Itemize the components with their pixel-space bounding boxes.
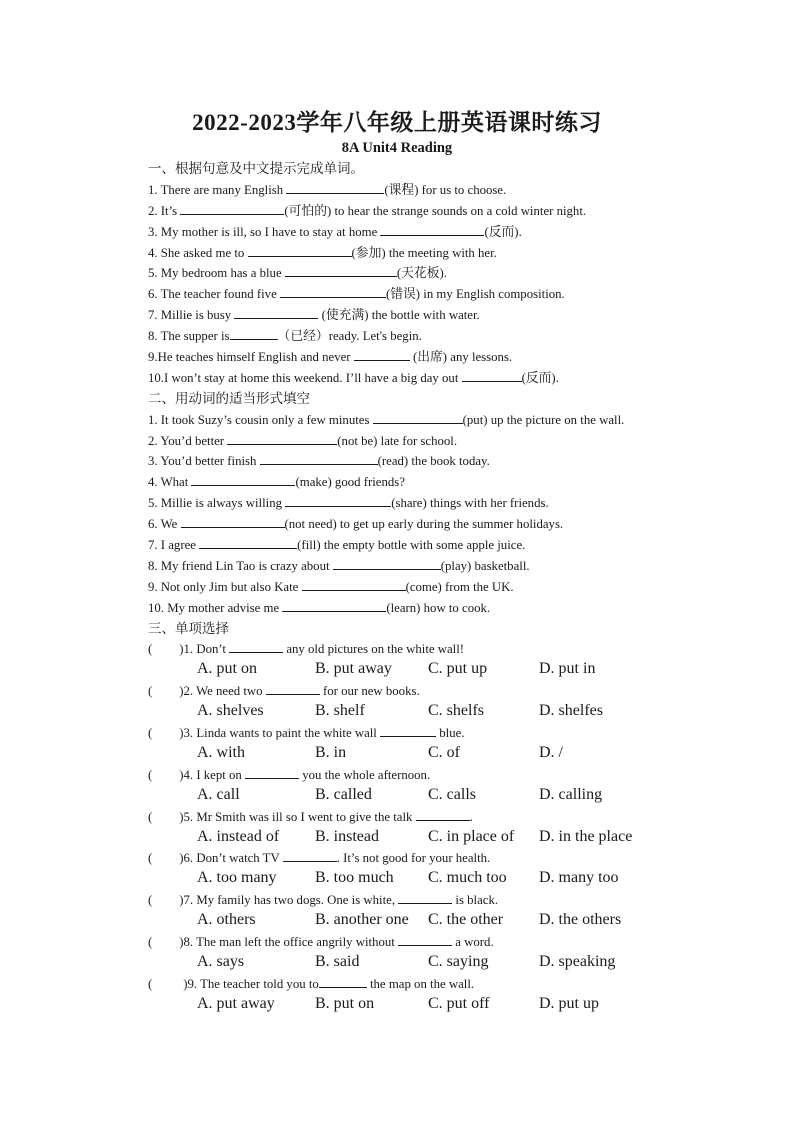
s1-item-hint: (课程) for us to choose. — [384, 182, 507, 197]
s2-item-text: 10. My mother advise me — [148, 600, 283, 615]
s3-question-tail: is black. — [452, 893, 499, 908]
answer-blank[interactable] — [333, 557, 441, 570]
option-b[interactable]: B. put away — [315, 660, 392, 678]
s3-question-tail: the map on the wall. — [366, 976, 475, 991]
option-b[interactable]: B. instead — [315, 827, 379, 845]
answer-blank[interactable] — [266, 682, 320, 695]
answer-blank[interactable] — [398, 891, 452, 904]
s3-question-tail: blue. — [436, 726, 465, 741]
s1-item-7 — [148, 305, 768, 326]
s1-item-text: 6. The teacher found five — [148, 287, 280, 302]
answer-blank[interactable] — [302, 578, 406, 591]
answer-blank[interactable] — [280, 285, 386, 298]
s1-item-5 — [148, 263, 768, 284]
s1-item-text: 10.I won’t stay at home this weekend. I’ll have a big day out — [148, 370, 462, 385]
s2-item-text: 6. We — [148, 517, 181, 532]
answer-bracket-open: ( — [148, 642, 153, 657]
s1-item-text: 5. My bedroom has a blue — [148, 266, 285, 281]
s3-question-text: )4. I kept on — [179, 767, 246, 782]
s1-item-text: 3. My mother is ill, so I have to stay at home — [148, 224, 381, 239]
s2-item-hint: (put) up the picture on the wall. — [462, 412, 625, 427]
s2-item-text: 7. I agree — [148, 538, 200, 553]
s1-item-6 — [148, 284, 768, 305]
s3-question-tail: . It’s not good for your health. — [336, 851, 491, 866]
s1-item-text: 1. There are many English — [148, 182, 287, 197]
s3-question-5 — [148, 807, 768, 828]
answer-blank[interactable] — [398, 933, 452, 946]
s3-question-6 — [148, 848, 768, 869]
s2-item-text: 1. It took Suzy’s cousin only a few minutes — [148, 412, 373, 427]
option-c[interactable]: C. in place of — [428, 827, 515, 845]
s2-item-hint: (not need) to get up early during the summer holidays. — [284, 517, 564, 532]
answer-bracket-open: ( — [148, 684, 153, 699]
s1-item-hint: (错误) in my English composition. — [385, 287, 565, 302]
answer-blank[interactable] — [248, 244, 352, 257]
section-2-header: 二、用动词的适当形式填空 — [148, 390, 310, 406]
s3-options-9 — [148, 995, 768, 1016]
option-a[interactable]: A. with — [197, 743, 245, 761]
s1-item-hint: (使充满) the bottle with water. — [318, 308, 480, 323]
page-subtitle: 8A Unit4 Reading — [341, 140, 453, 156]
s3-options-2 — [148, 702, 768, 723]
s1-item-hint: (参加) the meeting with her. — [351, 245, 497, 260]
s1-item-text: 2. It’s — [148, 203, 181, 218]
s3-question-4 — [148, 765, 768, 786]
answer-blank[interactable] — [230, 327, 278, 340]
worksheet-body — [148, 159, 768, 1016]
s1-item-3 — [148, 222, 768, 243]
option-a[interactable]: A. too many — [197, 869, 277, 887]
answer-bracket-open: ( — [148, 767, 153, 782]
s2-item-1 — [148, 410, 768, 431]
s2-item-3 — [148, 451, 768, 472]
s2-item-7 — [148, 535, 768, 556]
answer-bracket-open: ( — [148, 893, 153, 908]
s3-options-3 — [148, 744, 768, 765]
s2-item-text: 3. You’d better finish — [148, 454, 260, 469]
s3-question-text: )8. The man left the office angrily without — [179, 934, 399, 949]
option-b[interactable]: B. called — [315, 785, 372, 803]
s3-question-2 — [148, 681, 768, 702]
s2-item-text: 8. My friend Lin Tao is crazy about — [148, 558, 333, 573]
s3-question-8 — [148, 932, 768, 953]
answer-blank[interactable] — [227, 432, 337, 445]
answer-blank[interactable] — [180, 202, 284, 215]
option-d[interactable]: D. put up — [539, 994, 599, 1012]
answer-bracket-open: ( — [148, 976, 153, 991]
option-b[interactable]: B. said — [315, 952, 360, 970]
answer-blank[interactable] — [199, 536, 297, 549]
s3-question-7 — [148, 890, 768, 911]
s1-item-hint: （已经）ready. Let's begin. — [277, 329, 422, 344]
answer-blank[interactable] — [181, 515, 285, 528]
s2-item-hint: (play) basketball. — [440, 558, 530, 573]
s2-item-6 — [148, 514, 768, 535]
option-c[interactable]: C. put off — [428, 994, 490, 1012]
option-c[interactable]: C. put up — [428, 660, 488, 678]
s3-question-text: )7. My family has two dogs. One is white, — [179, 893, 399, 908]
s2-item-5 — [148, 493, 768, 514]
option-b[interactable]: B. put on — [315, 994, 375, 1012]
s1-item-text: 4. She asked me to — [148, 245, 248, 260]
s2-item-8 — [148, 556, 768, 577]
s2-item-hint: (fill) the empty bottle with some apple juice. — [297, 538, 526, 553]
answer-blank[interactable] — [286, 181, 384, 194]
s3-question-1 — [148, 639, 768, 660]
s3-question-tail: a word. — [452, 934, 494, 949]
answer-blank[interactable] — [319, 975, 367, 988]
option-a[interactable]: A. put on — [197, 660, 257, 678]
s1-item-10 — [148, 368, 768, 389]
answer-blank[interactable] — [354, 348, 410, 361]
answer-blank[interactable] — [245, 766, 299, 779]
answer-blank[interactable] — [462, 369, 522, 382]
s3-options-7 — [148, 911, 768, 932]
s1-item-hint: (天花板). — [396, 266, 447, 281]
s1-item-2 — [148, 201, 768, 222]
option-b[interactable]: B. shelf — [315, 702, 365, 720]
s3-options-8 — [148, 953, 768, 974]
s3-question-tail: you the whole afternoon. — [299, 767, 431, 782]
answer-blank[interactable] — [285, 264, 397, 277]
s1-item-4 — [148, 243, 768, 264]
option-a[interactable]: A. shelves — [197, 702, 264, 720]
s3-question-text: )2. We need two — [179, 684, 266, 699]
s1-item-text: 9.He teaches himself English and never — [148, 350, 354, 365]
option-c[interactable]: C. shelfs — [428, 702, 484, 720]
s3-question-tail: . — [469, 809, 473, 824]
s3-options-1 — [148, 660, 768, 681]
option-c[interactable]: C. of — [428, 743, 460, 761]
answer-blank[interactable] — [373, 411, 463, 424]
s1-item-text: 8. The supper is — [148, 329, 230, 344]
s1-item-hint: (可怕的) to hear the strange sounds on a cold winter night. — [284, 203, 587, 218]
answer-bracket-open: ( — [148, 934, 153, 949]
option-a[interactable]: A. instead of — [197, 827, 280, 845]
s1-item-9 — [148, 347, 768, 368]
option-d[interactable]: D. / — [539, 743, 563, 761]
answer-bracket-open: ( — [148, 851, 153, 866]
option-d[interactable]: D. in the place — [539, 827, 633, 845]
answer-blank[interactable] — [234, 306, 318, 319]
s1-item-text: 7. Millie is busy — [148, 308, 235, 323]
option-b[interactable]: B. in — [315, 743, 347, 761]
s3-options-5 — [148, 828, 768, 849]
answer-blank[interactable] — [229, 640, 283, 653]
s2-item-9 — [148, 577, 768, 598]
s1-item-1 — [148, 180, 768, 201]
s1-item-8 — [148, 326, 768, 347]
s2-item-hint: (learn) how to cook. — [386, 600, 491, 615]
option-a[interactable]: A. call — [197, 785, 240, 803]
answer-blank[interactable] — [282, 599, 386, 612]
answer-blank[interactable] — [416, 808, 470, 821]
section-3-header: 三、单项选择 — [148, 620, 229, 636]
option-d[interactable]: D. calling — [539, 785, 603, 803]
option-b[interactable]: B. too much — [315, 869, 394, 887]
option-b[interactable]: B. another one — [315, 911, 409, 929]
option-d[interactable]: D. the others — [539, 911, 622, 929]
option-d[interactable]: D. speaking — [539, 952, 616, 970]
s3-question-text: )1. Don’t — [179, 642, 230, 657]
s2-item-hint: (make) good friends? — [295, 475, 405, 490]
answer-blank[interactable] — [191, 473, 295, 486]
s2-item-hint: (come) from the UK. — [405, 579, 514, 594]
s3-question-text: )9. The teacher told you to — [183, 976, 319, 991]
s1-item-hint: (反而). — [521, 370, 559, 385]
s2-item-text: 4. What — [148, 475, 192, 490]
s3-question-text: )5. Mr Smith was ill so I went to give the talk — [179, 809, 416, 824]
option-a[interactable]: A. says — [197, 952, 245, 970]
s2-item-10 — [148, 598, 768, 619]
s2-item-4 — [148, 472, 768, 493]
answer-bracket-open: ( — [148, 726, 153, 741]
option-d[interactable]: D. shelfes — [539, 702, 603, 720]
s1-item-hint: (反而). — [484, 224, 522, 239]
answer-blank[interactable] — [380, 223, 484, 236]
answer-bracket-open: ( — [148, 809, 153, 824]
s2-item-hint: (share) things with her friends. — [391, 496, 549, 511]
answer-blank[interactable] — [380, 724, 436, 737]
s2-item-hint: (not be) late for school. — [337, 433, 458, 448]
s3-question-tail: any old pictures on the white wall! — [283, 642, 465, 657]
s3-question-3 — [148, 723, 768, 744]
s2-item-2 — [148, 431, 768, 452]
option-c[interactable]: C. calls — [428, 785, 476, 803]
s3-question-text: )6. Don’t watch TV — [179, 851, 283, 866]
s2-item-text: 5. Millie is always willing — [148, 496, 286, 511]
option-a[interactable]: A. put away — [197, 994, 275, 1012]
s2-item-text: 9. Not only Jim but also Kate — [148, 579, 302, 594]
s3-options-4 — [148, 786, 768, 807]
page-title: 2022-2023学年八年级上册英语课时练习 — [192, 110, 602, 135]
option-c[interactable]: C. saying — [428, 952, 489, 970]
section-1-header: 一、根据句意及中文提示完成单词。 — [148, 161, 364, 176]
s2-item-hint: (read) the book today. — [377, 454, 490, 469]
s2-item-text: 2. You’d better — [148, 433, 228, 448]
answer-blank[interactable] — [260, 452, 378, 465]
s3-options-6 — [148, 869, 768, 890]
option-d[interactable]: D. many too — [539, 869, 619, 887]
answer-blank[interactable] — [285, 494, 391, 507]
s3-question-tail: for our new books. — [319, 684, 420, 699]
option-c[interactable]: C. much too — [428, 869, 507, 887]
option-c[interactable]: C. the other — [428, 911, 504, 929]
option-a[interactable]: A. others — [197, 911, 256, 929]
s3-question-9 — [148, 974, 768, 995]
s3-question-text: )3. Linda wants to paint the white wall — [179, 726, 381, 741]
option-d[interactable]: D. put in — [539, 660, 596, 678]
s1-item-hint: (出席) any lessons. — [409, 350, 513, 365]
answer-blank[interactable] — [283, 849, 337, 862]
